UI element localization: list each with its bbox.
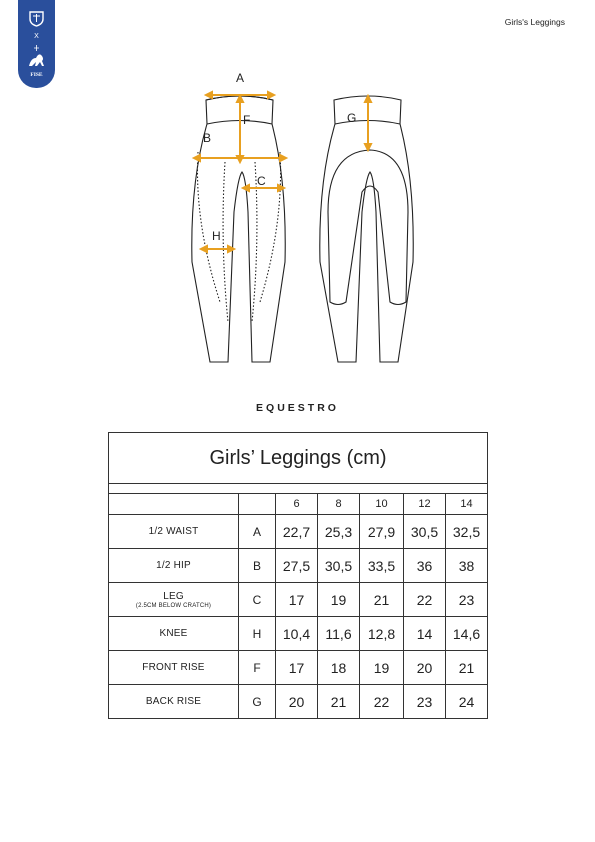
measure-label [109, 549, 239, 583]
size-header: 12 [404, 494, 446, 515]
table-row [109, 651, 488, 685]
badge-x: X [34, 33, 39, 40]
shield-icon [18, 0, 55, 88]
spacer-row [109, 484, 488, 494]
measure-value: 17 [276, 583, 318, 617]
measure-value: 19 [360, 651, 404, 685]
measure-value: 21 [360, 583, 404, 617]
measure-value: 20 [404, 651, 446, 685]
measure-value: 14,6 [446, 617, 488, 651]
measure-value: 12,8 [360, 617, 404, 651]
measure-value: 30,5 [318, 549, 360, 583]
measure-value: 22,7 [276, 515, 318, 549]
measure-value: 27,9 [360, 515, 404, 549]
table-row [109, 685, 488, 719]
header-blank [239, 494, 276, 515]
size-header: 10 [360, 494, 404, 515]
page-label: Girls's Leggings [504, 17, 565, 27]
measure-code: G [239, 685, 276, 719]
leggings-diagram [180, 62, 420, 372]
measure-value: 30,5 [404, 515, 446, 549]
back-view [320, 96, 413, 362]
horse-rider-icon [29, 54, 44, 66]
brand-badge [18, 0, 55, 88]
measure-code: B [239, 549, 276, 583]
measure-sublabel: (2.5CM BELOW CRATCH) [135, 602, 212, 609]
measure-value: 22 [360, 685, 404, 719]
measure-label-text: KNEE [159, 628, 188, 639]
measure-value: 36 [404, 549, 446, 583]
table-row [109, 617, 488, 651]
measure-code: H [239, 617, 276, 651]
measure-value: 19 [318, 583, 360, 617]
size-table [108, 432, 488, 719]
measure-value: 10,4 [276, 617, 318, 651]
measure-label-text: FRONT RISE [142, 662, 205, 673]
measure-value: 18 [318, 651, 360, 685]
measure-value: 11,6 [318, 617, 360, 651]
table-row [109, 515, 488, 549]
measure-value: 21 [318, 685, 360, 719]
label-g: G [347, 111, 357, 125]
measure-value: 24 [446, 685, 488, 719]
measure-value: 38 [446, 549, 488, 583]
measure-label [109, 685, 239, 719]
measure-code: C [239, 583, 276, 617]
label-h: H [212, 229, 221, 243]
measure-label [109, 515, 239, 549]
measure-label-text: 1/2 WAIST [148, 526, 199, 537]
back-legs [320, 124, 413, 362]
measure-value: 23 [446, 583, 488, 617]
measure-label [109, 617, 239, 651]
table-row [109, 549, 488, 583]
label-a: A [236, 71, 245, 85]
measure-label-text: LEG [163, 590, 184, 602]
measure-value: 23 [404, 685, 446, 719]
measure-value: 21 [446, 651, 488, 685]
table-row [109, 583, 488, 617]
label-b: B [203, 131, 212, 145]
back-seat-panel [328, 150, 408, 305]
measure-value: 14 [404, 617, 446, 651]
measure-value: 17 [276, 651, 318, 685]
badge-fise: FISE [30, 72, 43, 78]
label-f: F [243, 113, 251, 127]
measure-label-text: BACK RISE [145, 696, 202, 707]
measure-label [109, 651, 239, 685]
header-blank [109, 494, 239, 515]
measure-value: 27,5 [276, 549, 318, 583]
label-c: C [257, 174, 266, 188]
brand-wordmark: EQUESTRO [256, 402, 339, 414]
size-header-row [109, 494, 488, 515]
measure-arrows [194, 92, 371, 252]
size-header: 14 [446, 494, 488, 515]
size-header: 6 [276, 494, 318, 515]
table-title: Girls’ Leggings (cm) [109, 433, 488, 484]
measure-value: 22 [404, 583, 446, 617]
measure-code: A [239, 515, 276, 549]
measure-label-text: 1/2 HIP [156, 560, 191, 571]
measure-label [109, 583, 239, 617]
size-header: 8 [318, 494, 360, 515]
measure-value: 25,3 [318, 515, 360, 549]
measure-value: 20 [276, 685, 318, 719]
measure-value: 33,5 [360, 549, 404, 583]
measure-value: 32,5 [446, 515, 488, 549]
measure-code: F [239, 651, 276, 685]
